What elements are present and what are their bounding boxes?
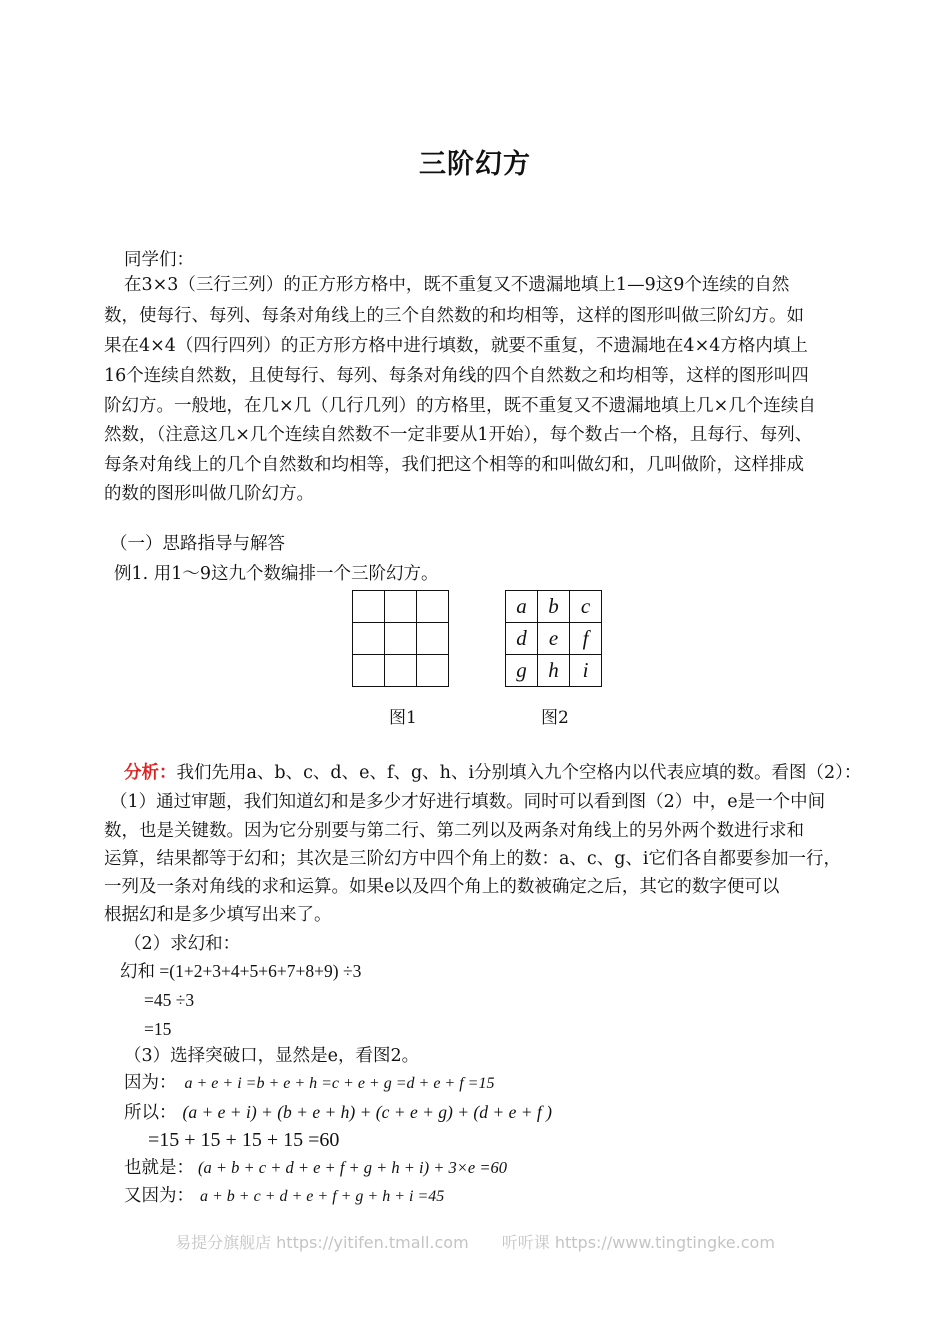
intro-line: 果在4×4（四行四列）的正方形方格中进行填数，就要不重复，不遗漏地在4×4方格内填上 (104, 336, 808, 356)
so-label: 所以： (124, 1103, 177, 1123)
that-is-expression: (a + b + c + d + e + f + g + h + i) + 3×e =60 (198, 1158, 507, 1177)
analysis-text: 我们先用a、b、c、d、e、f、g、h、i分别填入九个空格内以代表应填的数。看图（2）： (176, 763, 862, 783)
analysis-line: 一列及一条对角线的求和运算。如果e以及四个角上的数被确定之后，其它的数字便可以 (104, 877, 780, 897)
grid-cell: d (506, 623, 538, 655)
analysis-label: 分析： (124, 763, 177, 783)
analysis-first-line (124, 760, 861, 786)
grid-cell: c (570, 591, 602, 623)
magic-sum-result: =15 (144, 1019, 172, 1039)
footer-left: 易提分旗舰店 https://yitifen.tmall.com (175, 1233, 469, 1252)
analysis-line: 运算，结果都等于幻和；其次是三阶幻方中四个角上的数：a、c、g、i它们各自都要参加一行， (104, 849, 842, 869)
grid-cell (385, 655, 417, 687)
grid-cell: i (570, 655, 602, 687)
because-label: 因为： (124, 1073, 177, 1093)
intro-line: 的数的图形叫做几阶幻方。 (104, 484, 314, 504)
analysis-line: （1）通过审题，我们知道幻和是多少才好进行填数。同时可以看到图（2）中，e是一个中间 (110, 792, 826, 812)
intro-line: 阶幻方。一般地，在几×几（几行几列）的方格里，既不重复又不遗漏地填上几×几个连续自 (104, 396, 816, 416)
grid-cell (385, 623, 417, 655)
grid-cell: e (538, 623, 570, 655)
greeting: 同学们： (124, 250, 194, 270)
grid-cell (417, 591, 449, 623)
section-heading: （一）思路指导与解答 (110, 534, 285, 554)
so-expression: (a + e + i) + (b + e + h) + (c + e + g) + (d + e + f ) (182, 1102, 552, 1122)
grid-cell (353, 591, 385, 623)
figure2-grid (505, 590, 602, 687)
that-is-label: 也就是： (124, 1158, 194, 1178)
grid-cell: f (570, 623, 602, 655)
intro-line: 然数，（注意这几×几个连续自然数不一定非要从1开始），每个数占一个格，且每行、每列、 (104, 425, 813, 445)
figure2-caption: 图2 (541, 708, 569, 728)
equals-sixty-line: =15 + 15 + 15 + 15 =60 (148, 1129, 340, 1151)
grid-cell (385, 591, 417, 623)
grid-cell: g (506, 655, 538, 687)
grid-cell: b (538, 591, 570, 623)
intro-line: 16个连续自然数，且使每行、每列、每条对角线的四个自然数之和均相等，这样的图形叫四 (104, 366, 809, 386)
magic-sum-step: =45 ÷3 (144, 990, 195, 1010)
footer-watermark (0, 1230, 950, 1253)
magic-sum-equation: 幻和 =(1+2+3+4+5+6+7+8+9) ÷3 (120, 961, 362, 981)
footer-right: 听听课 https://www.tingtingke.com (501, 1233, 775, 1252)
grid-cell: h (538, 655, 570, 687)
also-because-line (124, 1183, 444, 1210)
that-is-line (124, 1155, 507, 1181)
because-line (124, 1070, 494, 1097)
analysis-line: 根据幻和是多少填写出来了。 (104, 905, 332, 925)
intro-line: 在3×3（三行三列）的正方形方格中，既不重复又不遗漏地填上1—9这9个连续的自然 (124, 275, 790, 295)
step2-heading: （2）求幻和： (124, 934, 241, 954)
grid-cell (417, 655, 449, 687)
intro-line: 每条对角线上的几个自然数和均相等，我们把这个相等的和叫做幻和，几叫做阶，这样排成 (104, 455, 804, 475)
grid-cell: a (506, 591, 538, 623)
figure1-grid (352, 590, 449, 687)
figure1-caption: 图1 (389, 708, 417, 728)
also-expression: a + b + c + d + e + f + g + h + i =45 (200, 1188, 445, 1205)
because-expression: a + e + i =b + e + h =c + e + g =d + e + f =15 (184, 1075, 495, 1092)
grid-cell (417, 623, 449, 655)
page-title: 三阶幻方 (419, 149, 531, 180)
analysis-line: 数，也是关键数。因为它分别要与第二行、第二列以及两条对角线上的另外两个数进行求和 (104, 821, 804, 841)
grid-cell (353, 655, 385, 687)
grid-cell (353, 623, 385, 655)
step3-heading: （3）选择突破口，显然是e，看图2。 (124, 1046, 420, 1066)
so-line (124, 1099, 552, 1126)
intro-line: 数，使每行、每列、每条对角线上的三个自然数的和均相等，这样的图形叫做三阶幻方。如 (104, 306, 804, 326)
example-prompt: 例1. 用1～9这九个数编排一个三阶幻方。 (114, 564, 439, 584)
also-label: 又因为： (124, 1186, 194, 1206)
